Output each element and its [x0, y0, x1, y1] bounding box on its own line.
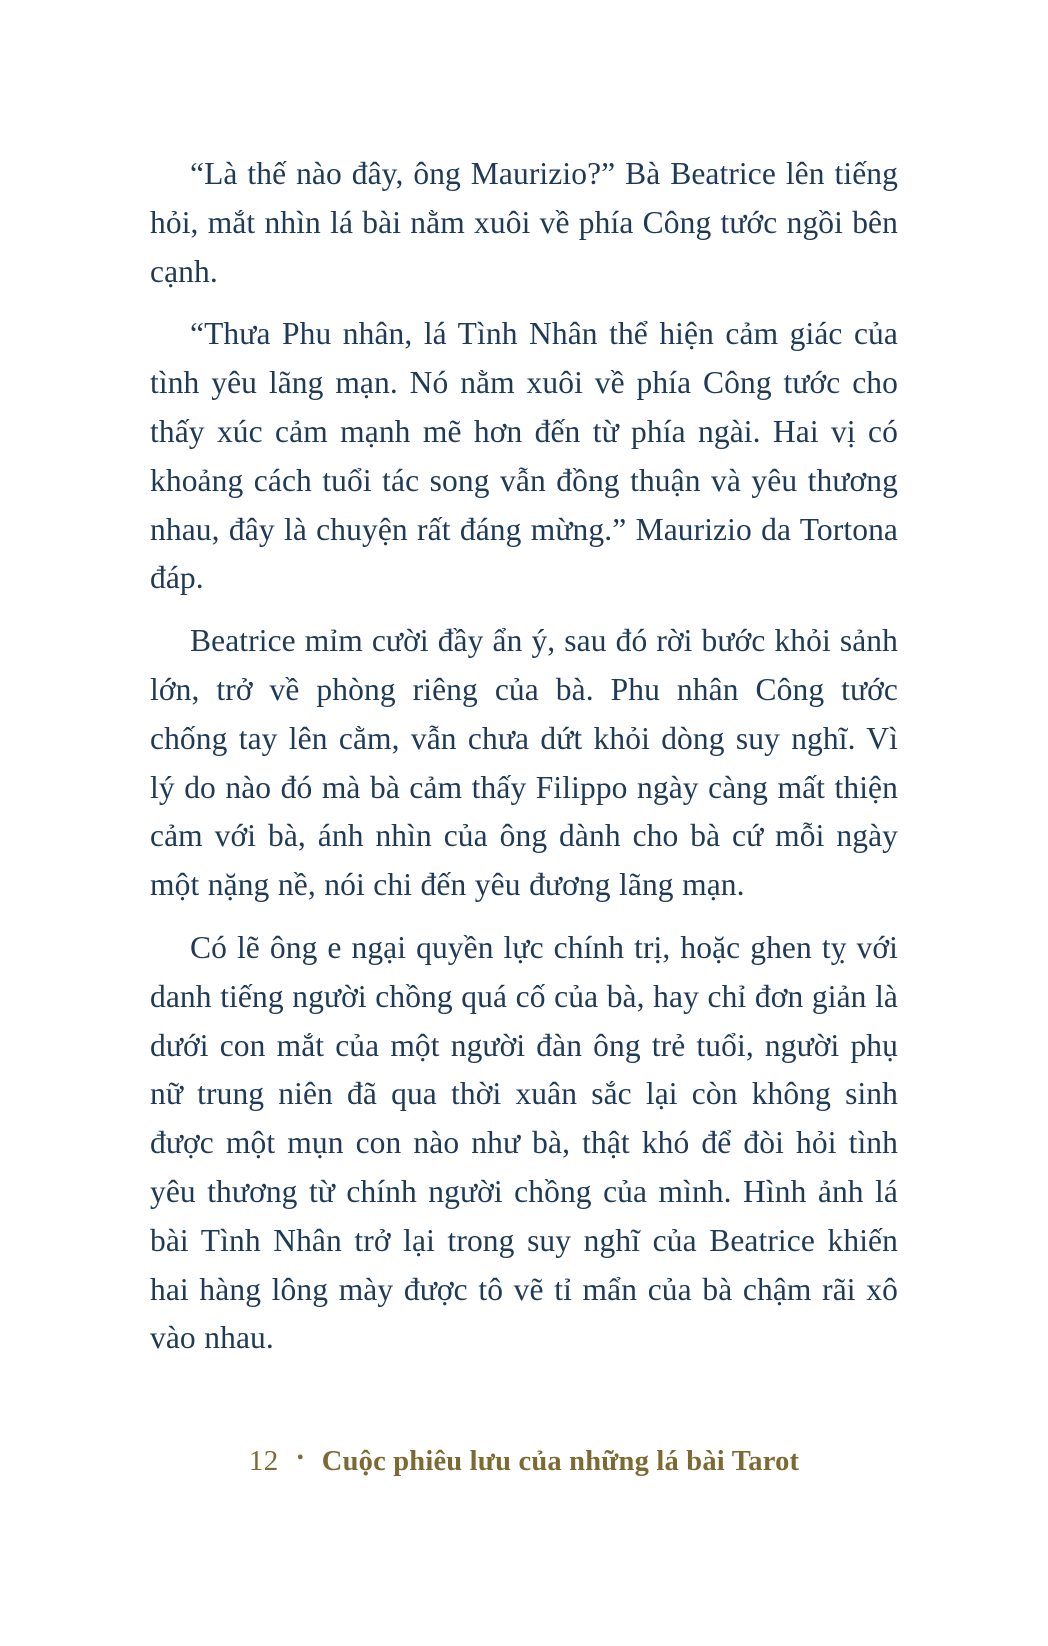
paragraph: Beatrice mỉm cười đầy ẩn ý, sau đó rời bước khỏi sảnh lớn, trở về phòng riêng của bà. Phu nhân Công tước chống tay lên cằm, vẫn chưa dứt khỏi dòng suy nghĩ. Vì lý do nào đó mà bà cảm thấy Filippo ngày càng mất thiện cảm với bà, ánh nhìn của ông dành cho bà cứ mỗi ngày một nặng nề, nói chi đến yêu đương lãng mạn. [150, 623, 898, 903]
paragraph: Có lẽ ông e ngại quyền lực chính trị, hoặc ghen tỵ với danh tiếng người chồng quá cố của bà, hay chỉ đơn giản là dưới con mắt của một người đàn ông trẻ tuổi, người phụ nữ trung niên đã qua thời xuân sắc lại còn không sinh được một mụn con nào như bà, thật khó để đòi hỏi tình yêu thương từ chính người chồng của mình. Hình ảnh lá bài Tình Nhân trở lại trong suy nghĩ của Beatrice khiến hai hàng lông mày được tô vẽ tỉ mẩn của bà chậm rãi xô vào nhau. [150, 929, 898, 1356]
footer-separator-dot: • [296, 1447, 304, 1469]
footer-book-title: Cuộc phiêu lưu của những lá bài Tarot [321, 1446, 800, 1477]
page-body [150, 150, 898, 1586]
paragraph: “Là thế nào đây, ông Maurizio?” Bà Beatrice lên tiếng hỏi, mắt nhìn lá bài nằm xuôi về phía Công tước ngồi bên cạnh. [150, 156, 898, 289]
page-footer [0, 1445, 1048, 1478]
paragraph: “Thưa Phu nhân, lá Tình Nhân thể hiện cảm giác của tình yêu lãng mạn. Nó nằm xuôi về phía Công tước cho thấy xúc cảm mạnh mẽ hơn đến từ phía ngài. Hai vị có khoảng cách tuổi tác song vẫn đồng thuận và yêu thương nhau, đây là chuyện rất đáng mừng.” Maurizio da Tortona đáp. [150, 316, 898, 596]
page-number: 12 [248, 1445, 279, 1477]
